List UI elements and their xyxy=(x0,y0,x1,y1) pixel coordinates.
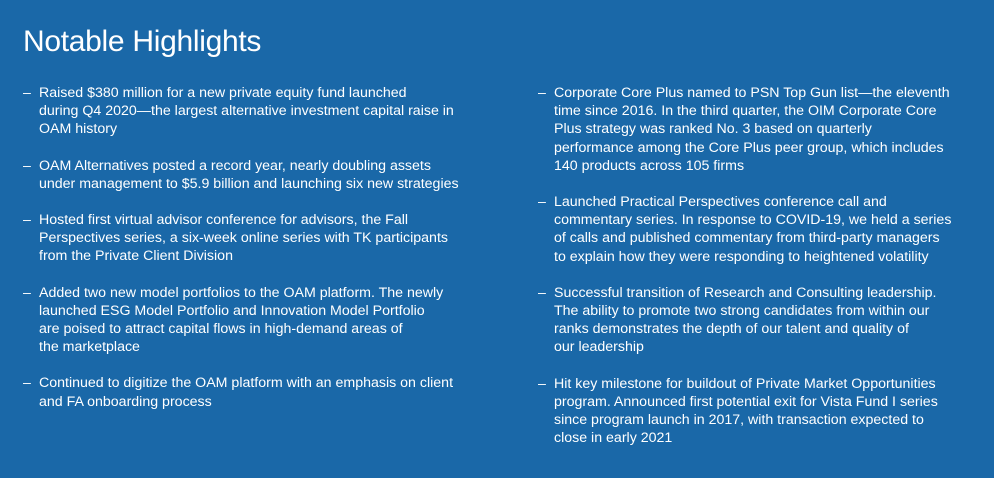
list-item xyxy=(538,375,978,448)
item-line: and FA onboarding process xyxy=(39,393,212,410)
item-line: time since 2016. In the third quarter, the OIM Corporate Core xyxy=(554,103,937,120)
item-line: to explain how they were responding to heightened volatility xyxy=(554,248,929,265)
item-line: commentary series. In response to COVID-19, we held a series xyxy=(554,212,952,229)
bullet-dash: – xyxy=(538,85,546,101)
item-line: of calls and published commentary from third-party managers xyxy=(554,230,940,247)
list-item xyxy=(23,84,493,139)
item-line: performance among the Core Plus peer group, which includes xyxy=(554,139,944,156)
item-line: the marketplace xyxy=(39,339,140,356)
list-item xyxy=(538,193,978,266)
item-line: The ability to promote two strong candidates from within our xyxy=(554,303,930,320)
bullet-dash: – xyxy=(538,194,546,211)
item-line: close in early 2021 xyxy=(554,430,673,447)
item-line: ranks demonstrates the depth of our talent and quality of xyxy=(554,321,909,338)
bullet-dash: – xyxy=(23,157,31,174)
left-highlights-list xyxy=(23,84,493,429)
list-item xyxy=(538,84,978,175)
item-line: our leadership xyxy=(554,339,644,356)
right-highlights-list xyxy=(538,84,978,465)
item-line: Continued to digitize the OAM platform with an emphasis on client xyxy=(39,375,454,392)
item-line: launched ESG Model Portfolio and Innovation Model Portfolio xyxy=(39,302,425,319)
item-line: 140 products across 105 firms xyxy=(554,157,745,174)
item-line: Hit key milestone for buildout of Private Market Opportunities xyxy=(554,375,936,392)
bullet-dash: – xyxy=(23,375,31,392)
item-line: Corporate Core Plus named to PSN Top Gun list—the eleventh xyxy=(554,85,950,101)
item-line: during Q4 2020—the largest alternative investment capital raise in xyxy=(39,103,454,120)
item-line: Plus strategy was ranked No. 3 based on quarterly xyxy=(554,121,872,138)
item-line: Added two new model portfolios to the OAM platform. The newly xyxy=(39,284,444,301)
page-title: Notable Highlights xyxy=(23,25,262,58)
item-line: Launched Practical Perspectives conference call and xyxy=(554,194,887,211)
item-line: from the Private Client Division xyxy=(39,248,233,265)
list-item xyxy=(23,284,493,357)
item-line: program. Announced first potential exit for Vista Fund I series xyxy=(554,393,938,410)
list-item xyxy=(538,284,978,357)
list-item xyxy=(23,211,493,266)
item-line: Perspectives series, a six-week online series with TK participants xyxy=(39,230,448,247)
bullet-dash: – xyxy=(538,284,546,301)
item-line: OAM history xyxy=(39,121,118,138)
bullet-dash: – xyxy=(538,375,546,392)
list-item xyxy=(23,374,493,410)
bullet-dash: – xyxy=(23,284,31,301)
item-line: are poised to attract capital flows in high-demand areas of xyxy=(39,321,403,338)
item-line: since program launch in 2017, with transaction expected to xyxy=(554,412,924,429)
item-line: Raised $380 million for a new private equity fund launched xyxy=(39,85,407,101)
bullet-dash: – xyxy=(23,212,31,229)
list-item xyxy=(23,157,493,193)
item-line: OAM Alternatives posted a record year, nearly doubling assets xyxy=(39,157,431,174)
bullet-dash: – xyxy=(23,85,31,101)
item-line: under management to $5.9 billion and launching six new strategies xyxy=(39,175,459,192)
item-line: Hosted first virtual advisor conference for advisors, the Fall xyxy=(39,212,409,229)
item-line: Successful transition of Research and Consulting leadership. xyxy=(554,284,937,301)
